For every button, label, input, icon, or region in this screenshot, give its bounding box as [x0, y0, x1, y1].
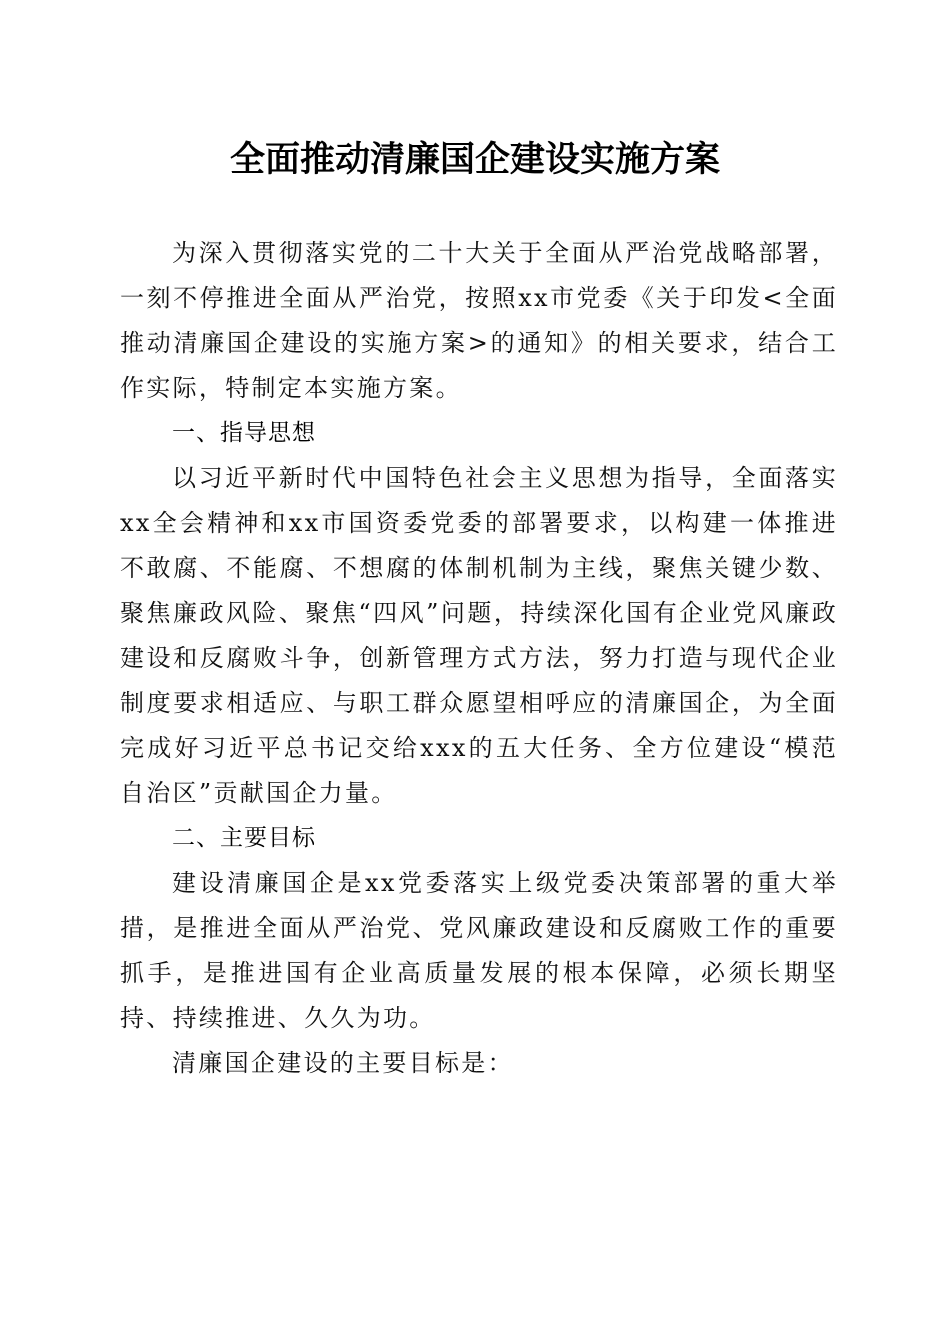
- section-heading-guiding-ideology: 一、指导思想: [172, 420, 316, 446]
- page-title: 全面推动清廉国企建设实施方案: [229, 139, 720, 180]
- document-body: [120, 231, 838, 1086]
- section-heading-main-goals: 二、主要目标: [172, 825, 316, 851]
- main-goals-lead-paragraph: 清廉国企建设的主要目标是：: [172, 1049, 514, 1077]
- main-goals-paragraph: 建设清廉国企是xx党委落实上级党委决策部署的重大举措，是推进全面从严治党、党风廉政建设和反腐败工作的重要抓手，是推进国有企业高质量发展的根本保障，必须长期坚持、持续推进、久久为功。: [120, 869, 838, 1032]
- guiding-ideology-paragraph: 以习近平新时代中国特色社会主义思想为指导，全面落实xx全会精神和xx市国资委党委的部署要求，以构建一体推进不敢腐、不能腐、不想腐的体制机制为主线，聚焦关键少数、聚焦廉政风险、聚焦“四风”问题，持续深化国有企业党风廉政建设和反腐败斗争，创新管理方式方法，努力打造与现代企业制度要求相适应、与职工群众愿望相呼应的清廉国企，为全面完成好习近平总书记交给xxx的五大任务、全方位建设“模范自治区”贡献国企力量。: [120, 464, 838, 807]
- intro-paragraph: 为深入贯彻落实党的二十大关于全面从严治党战略部署，一刻不停推进全面从严治党，按照xx市党委《关于印发<全面推动清廉国企建设的实施方案>的通知》的相关要求，结合工作实际，特制定本实施方案。: [120, 239, 838, 402]
